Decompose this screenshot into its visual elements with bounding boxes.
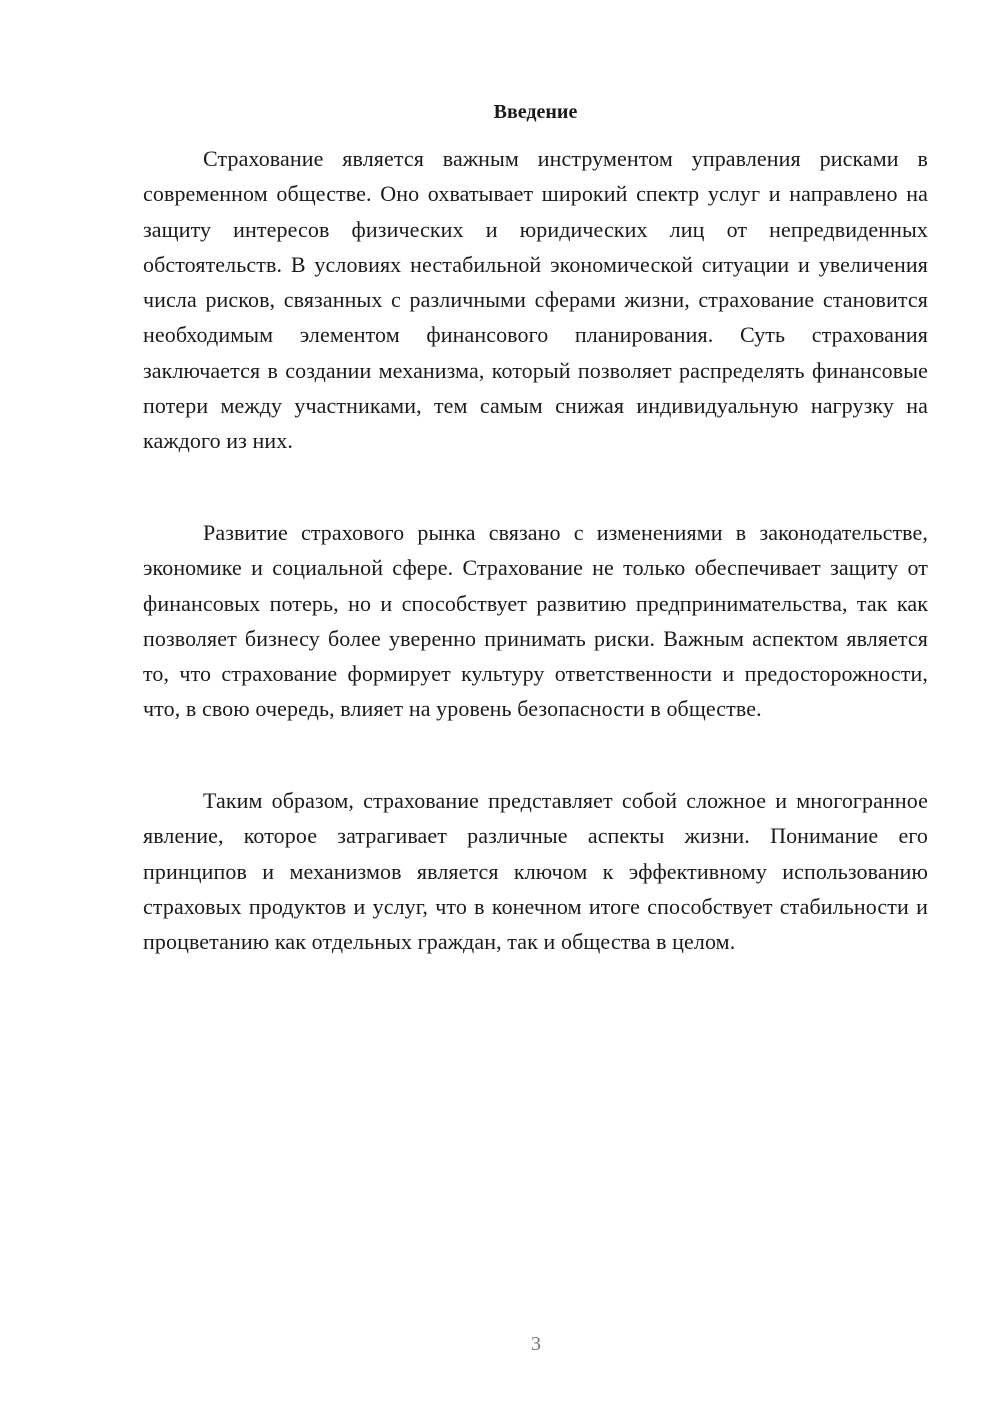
page-title: Введение	[493, 101, 578, 123]
page-number: 3	[531, 1333, 541, 1355]
paragraph-3: Таким образом, страхование представляет собой сложное и многогранное явление, которое затрагивает различные аспекты жизни. Понимание его принципов и механизмов является ключом к эффективному использованию страховых продуктов и услуг, что в конечном итоге способствует стабильности и процветанию как отдельных граждан, так и общества в целом.	[143, 788, 928, 955]
paragraph-1: Страхование является важным инструментом управления рисками в современном обществе. Оно охватывает широкий спектр услуг и направлено на защиту интересов физических и юридических лиц от непредвиденных обстоятельств. В условиях нестабильной экономической ситуации и увеличения числа рисков, связанных с различными сферами жизни, страхование становится необходимым элементом финансового планирования. Суть страхования заключается в создании механизма, который позволяет распределять финансовые потери между участниками, тем самым снижая индивидуальную нагрузку на каждого из них.	[143, 146, 928, 454]
paragraph-2: Развитие страхового рынка связано с изменениями в законодательстве, экономике и социальной сфере. Страхование не только обеспечивает защиту от финансовых потерь, но и способствует развитию предпринимательства, так как позволяет бизнесу более уверенно принимать риски. Важным аспектом является то, что страхование формирует культуру ответственности и предосторожности, что, в свою очередь, влияет на уровень безопасности в обществе.	[143, 520, 928, 722]
